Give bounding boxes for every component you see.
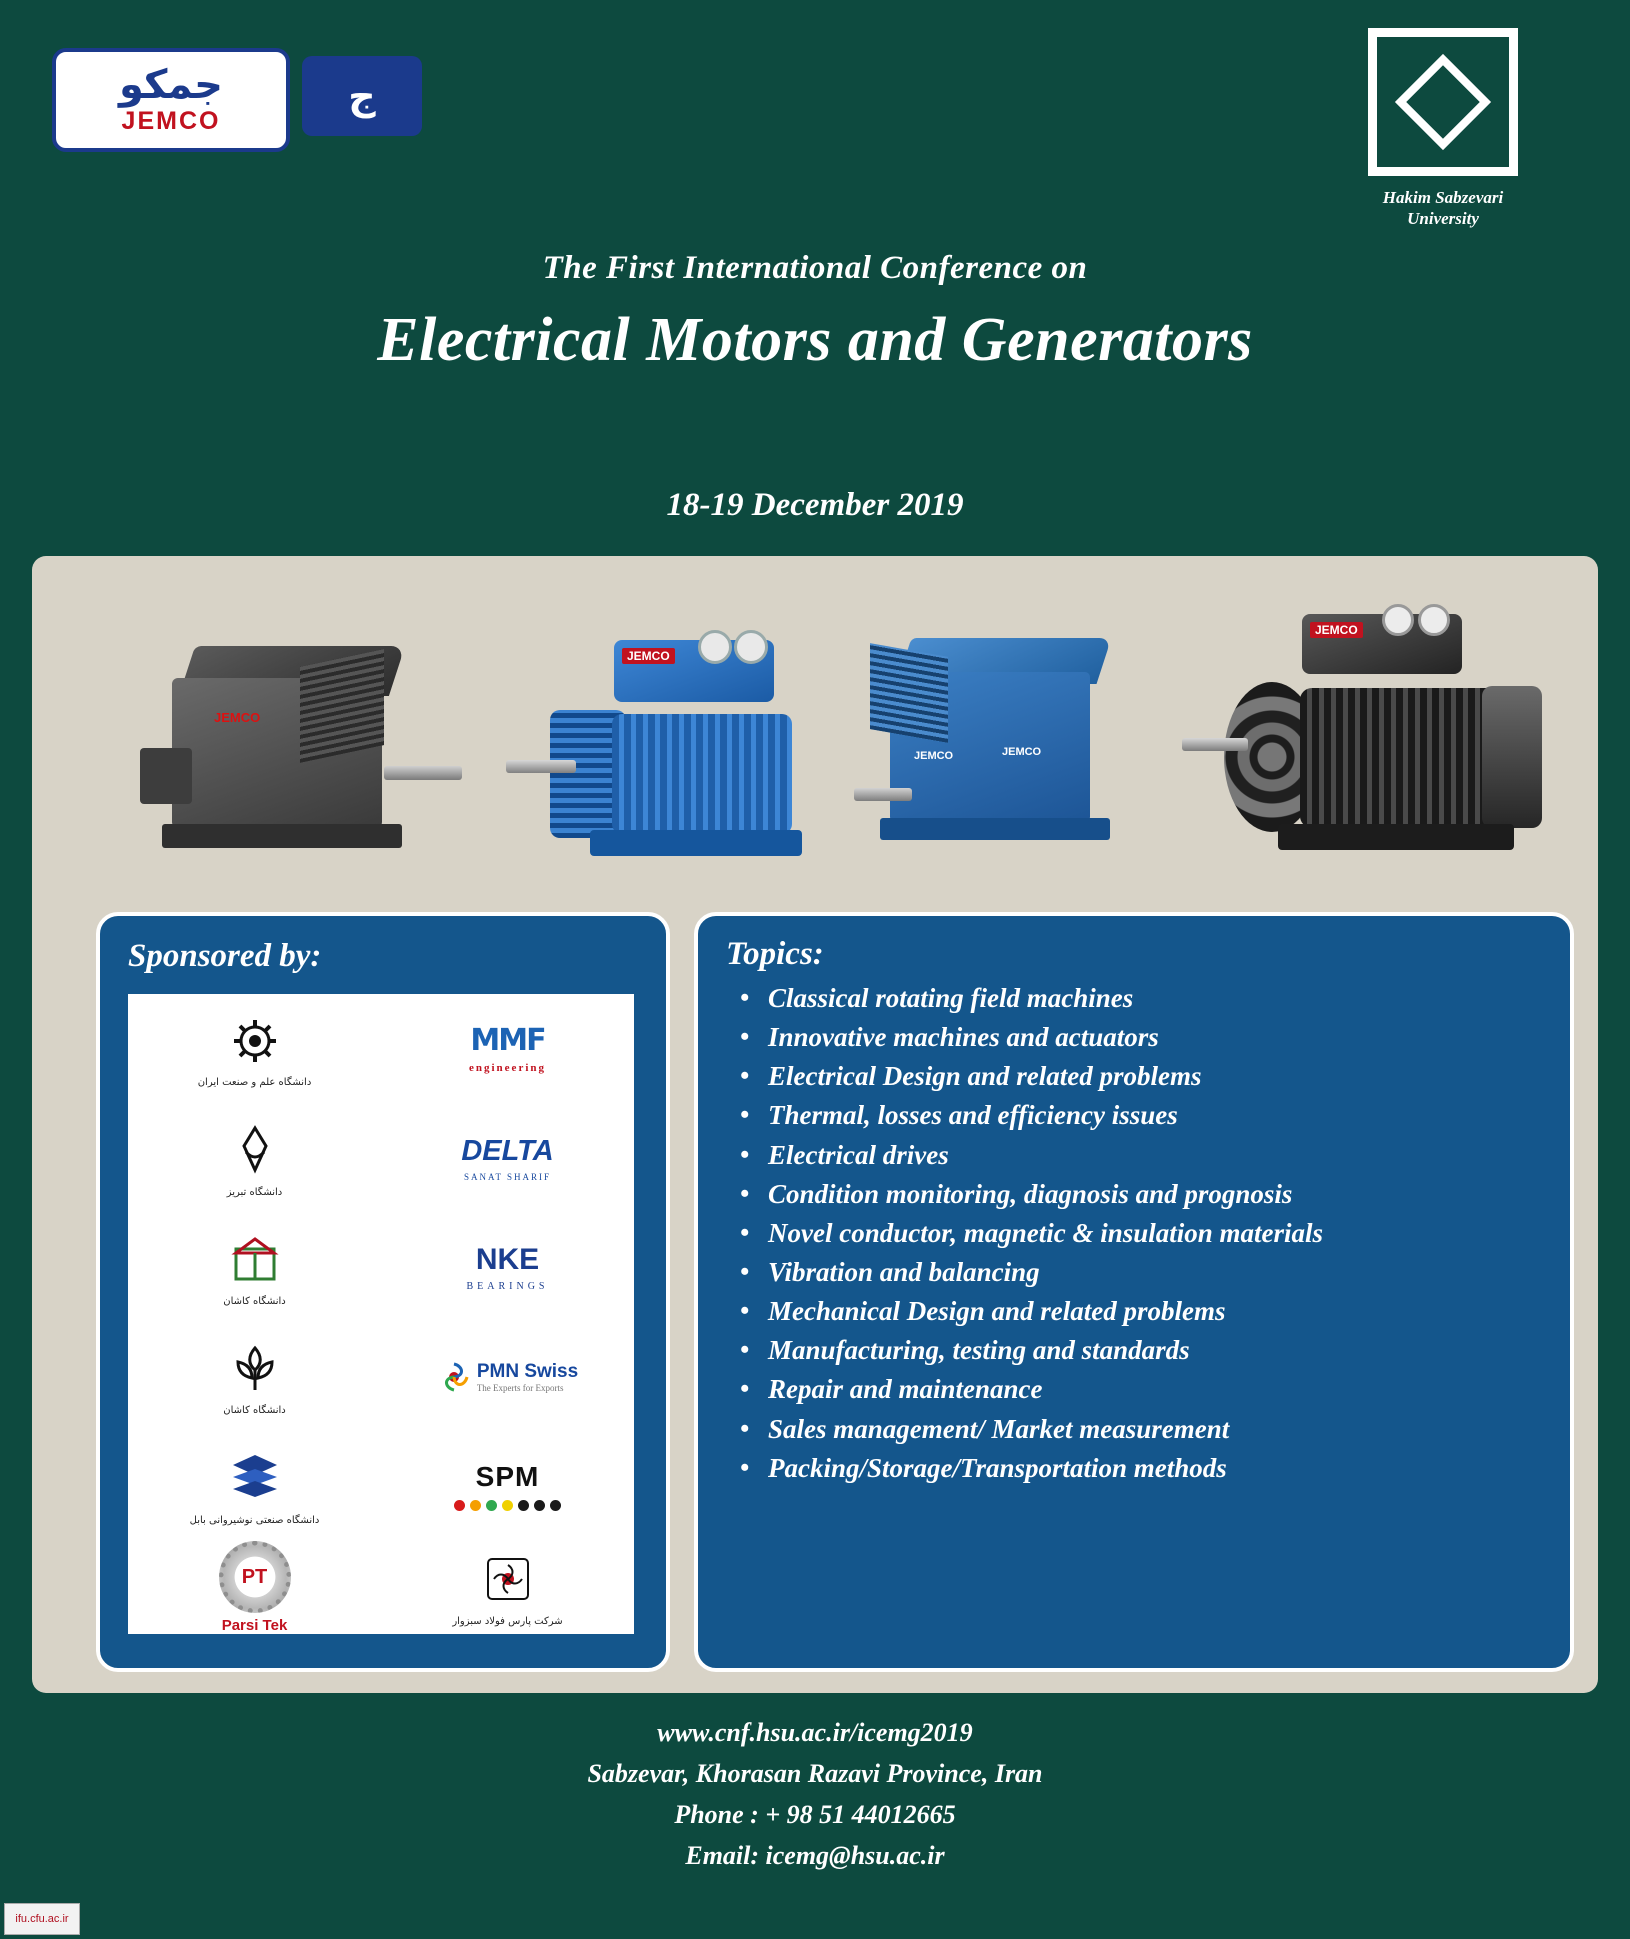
sponsor-grid [128,994,634,1634]
topic-item: • Condition monitoring, diagnosis and prognosis [768,1175,1552,1214]
tabriz-caption: دانشگاه تبریز [226,1186,283,1198]
topic-item: • Innovative machines and actuators [768,1018,1552,1057]
corner-watermark-text: ifu.cfu.ac.ir [15,1913,69,1925]
spm-dots-icon [454,1500,561,1511]
topics-list [698,979,1570,1488]
nke-subtext: BEARINGS [466,1280,549,1292]
topics-heading: Topics: [726,936,824,972]
conference-date: 18-19 December 2019 [666,487,964,523]
sponsor-kashan2-logo [128,1322,381,1431]
university-name [1318,188,1568,229]
jemco-mark-icon [302,56,422,136]
topic-item: • Vibration and balancing [768,1253,1552,1292]
topic-item: • Repair and maintenance [768,1370,1552,1409]
nke-wordmark: NKE [475,1242,540,1276]
footer-contact [0,1712,1630,1876]
topic-item: • Novel conductor, magnetic & insulation materials [768,1214,1552,1253]
parssanat-caption: شرکت پارس فولاد سبزوار [452,1616,563,1627]
jemco-persian-text: جمکو [119,61,223,108]
delta-subtext: SANAT SHARIF [463,1171,552,1182]
sponsor-kashan-logo [128,1213,381,1322]
university-emblem-icon [1368,28,1518,176]
topic-item: • Mechanical Design and related problems [768,1292,1552,1331]
sponsor-parsitek-logo [128,1541,381,1634]
tabriz-emblem-icon [223,1119,287,1183]
motor-4-brand: JEMCO [1310,622,1363,638]
spm-wordmark: SPM [475,1461,540,1493]
kashan-emblem-icon [223,1228,287,1292]
university-name-line1: Hakim Sabzevari [1382,188,1504,207]
delta-wordmark: DELTA [461,1134,554,1167]
university-name-line2: University [1407,208,1479,228]
sponsors-heading: Sponsored by: [128,938,322,974]
footer-email[interactable]: Email: icemg@hsu.ac.ir [685,1841,945,1870]
sponsor-tabriz-logo [128,1103,381,1212]
motor-image-2 [502,618,832,888]
jemco-logo [52,48,432,148]
parsitek-name: Parsi Tek [221,1617,288,1634]
topic-item: • Classical rotating field machines [768,979,1552,1018]
sponsor-pmn-logo [381,1322,634,1431]
sponsor-babol-logo [128,1432,381,1541]
sponsor-iust-logo [128,994,381,1103]
parssanat-emblem-icon [476,1548,540,1612]
footer-address: Sabzevar, Khorasan Razavi Province, Iran [587,1759,1043,1788]
motor-3-brand-2: JEMCO [1002,746,1042,758]
motor-image-4 [1182,598,1562,888]
motor-3-brand: JEMCO [914,750,954,762]
sponsors-box [96,912,670,1672]
footer-website[interactable]: www.cnf.hsu.ac.ir/icemg2019 [657,1718,973,1747]
iust-caption: دانشگاه علم و صنعت ایران [197,1077,312,1089]
parsitek-gear-icon [219,1541,291,1613]
motor-2-brand: JEMCO [622,648,675,664]
main-panel [32,556,1598,1693]
jemco-mark-glyph: ج [348,74,376,118]
parsitek-initials: PT [241,1565,268,1588]
sponsor-delta-logo [381,1103,634,1212]
kashan2-emblem-icon [223,1337,287,1401]
pmn-wordmark: PMN Swiss [476,1360,579,1382]
iust-emblem-icon [223,1009,287,1073]
topics-box [694,912,1574,1672]
corner-watermark [4,1903,80,1935]
mmf-wordmark: MMF [470,1023,545,1059]
motor-image-3 [852,628,1152,888]
babol-caption: دانشگاه صنعتی نوشیروانی بابل [189,1514,320,1526]
jemco-english-text: JEMCO [121,106,221,135]
babol-emblem-icon [223,1447,287,1511]
topic-item: • Manufacturing, testing and standards [768,1331,1552,1370]
pmn-subtext: The Experts for Exports [476,1382,564,1393]
motor-image-1 [132,638,462,888]
conference-title: Electrical Motors and Generators [377,306,1253,374]
motor-1-brand: JEMCO [214,710,261,725]
kashan2-caption: دانشگاه کاشان [223,1405,286,1417]
jemco-wordmark [52,48,290,152]
mmf-subtext: engineering [469,1062,546,1075]
topic-item: • Electrical drives [768,1136,1552,1175]
sponsor-nke-logo [381,1213,634,1322]
topic-item: • Sales management/ Market measurement [768,1410,1552,1449]
topic-item: • Packing/Storage/Transportation methods [768,1449,1552,1488]
pmn-swirl-icon [437,1360,471,1394]
sponsor-parssanat-logo [381,1541,634,1634]
sponsor-mmf-logo [381,994,634,1103]
footer-phone: Phone : + 98 51 44012665 [674,1800,956,1829]
kashan-caption: دانشگاه کاشان [223,1295,286,1307]
university-logo [1318,28,1568,228]
topic-item: • Thermal, losses and efficiency issues [768,1096,1552,1135]
motor-images-strip [32,568,1598,898]
topic-item: • Electrical Design and related problems [768,1057,1552,1096]
sponsor-spm-logo [381,1432,634,1541]
conference-subtitle: The First International Conference on [542,250,1088,286]
